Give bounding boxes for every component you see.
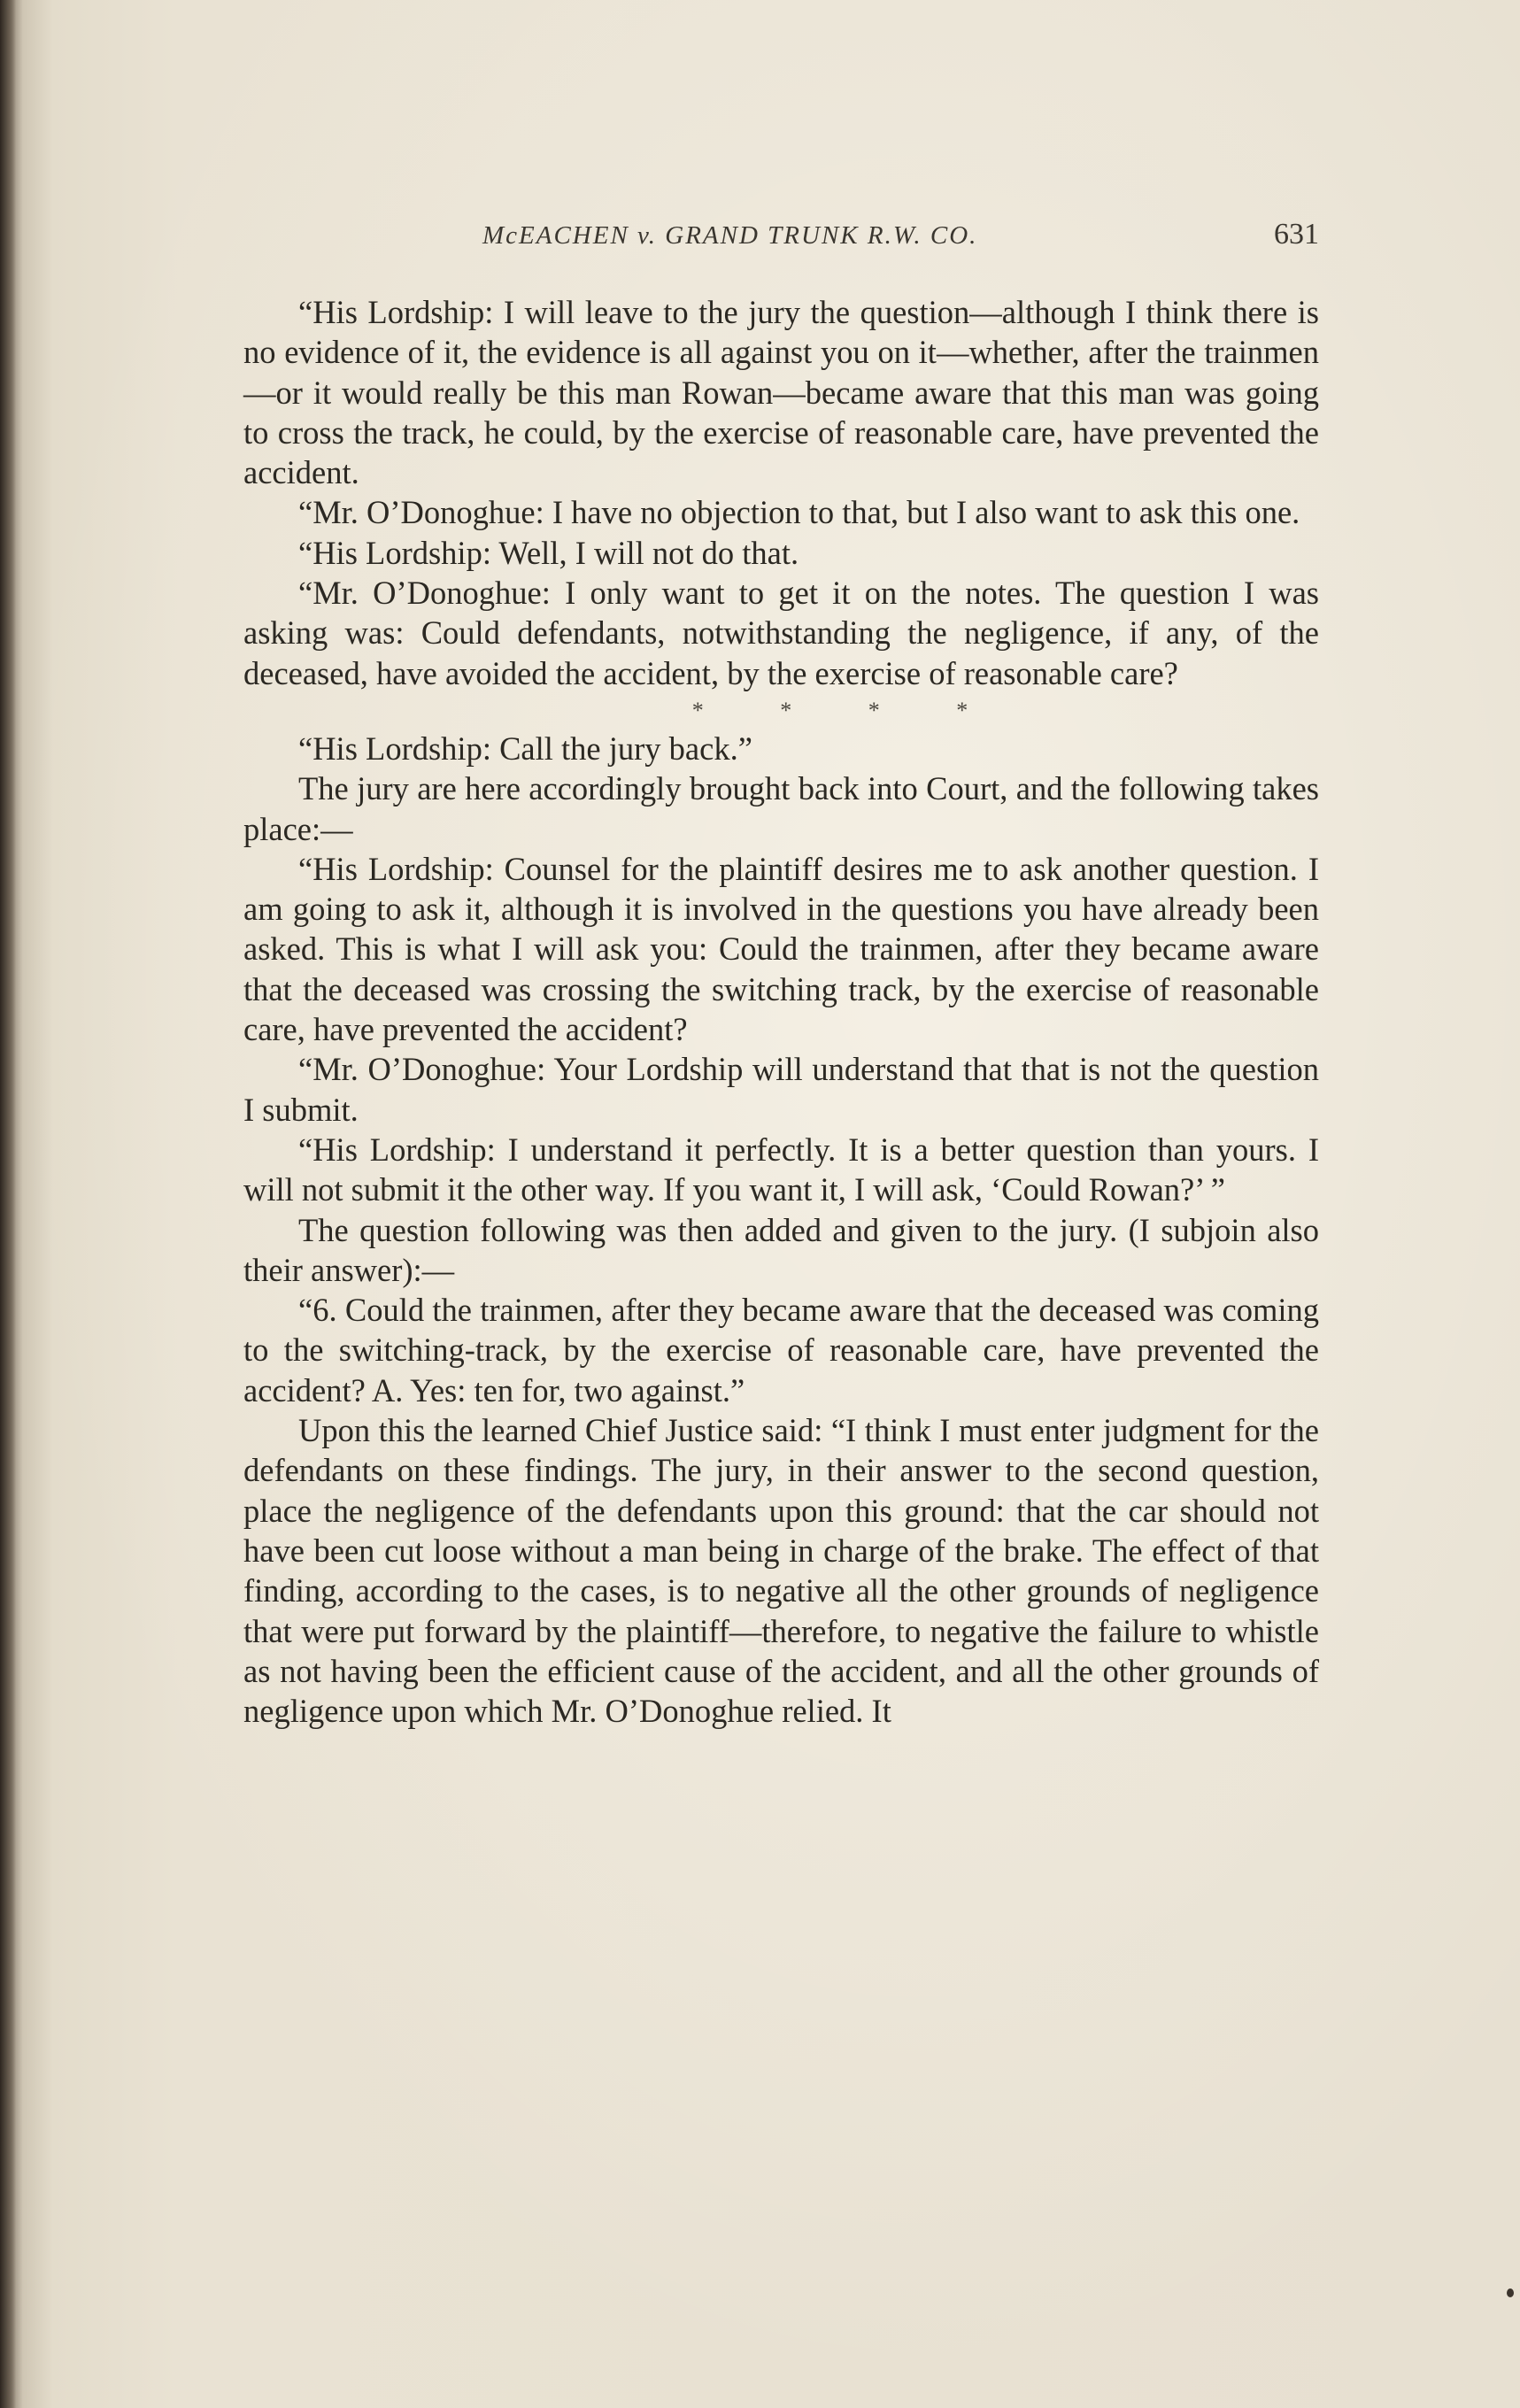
paragraph: “Mr. O’Donoghue: Your Lordship will understand that that is not the question I submit. xyxy=(243,1051,1319,1128)
paper-speck xyxy=(1507,2288,1514,2297)
running-head-title: McEACHEN v. GRAND TRUNK R.W. CO. xyxy=(482,221,978,250)
paragraph: Upon this the learned Chief Justice said: “I think I must enter judgment for the defendants on these findings. The jury, in their answer to the second question, place the negligence of the defendants upon this ground: that the car should not have been cut loose without a man being in charge of the brake. The effect of that finding, according to the cases, is to negative all the other grounds of negligence that were put forward by the plaintiff—therefore, to negative the failure to whistle as not having been the efficient cause of the accident, and all the other grounds of negligence upon which Mr. O’Donoghue relied. It xyxy=(243,1412,1319,1730)
body-text xyxy=(243,292,1319,1731)
page-binding-shadow xyxy=(0,0,16,2408)
paragraph: “His Lordship: I will leave to the jury the question—although I think there is no evidence of it, the evidence is all against you on it—whether, after the trainmen—or it would really be this man Rowan—became aware that this man was going to cross the track, he could, by the exercise of reasonable care, have prevented the accident. xyxy=(243,294,1319,491)
paragraph: “6. Could the trainmen, after they became aware that the deceased was coming to the switching-track, by the exercise of reasonable care, have prevented the accident? A. Yes: ten for, two against.” xyxy=(243,1292,1319,1409)
paragraph: “His Lordship: Well, I will not do that. xyxy=(298,534,799,571)
book-page xyxy=(243,218,1319,2328)
paragraph: “His Lordship: I understand it perfectly. It is a better question than yours. I will not submit it the other way. If you want it, I will ask, ‘Could Rowan?’ ” xyxy=(243,1131,1319,1208)
paragraph: The jury are here accordingly brought back into Court, and the following takes place:— xyxy=(243,770,1319,847)
paragraph: “Mr. O’Donoghue: I only want to get it on the notes. The question I was asking was: Could defendants, notwithstanding the negligence, if any, of the deceased, have avoided the accident, by the exercise of reasonable care? xyxy=(243,575,1319,691)
paragraph: “Mr. O’Donoghue: I have no objection to that, but I also want to ask this one. xyxy=(298,494,1300,531)
paragraph: “His Lordship: Counsel for the plaintiff desires me to ask another question. I am going to ask it, although it is involved in the questions you have already been asked. This is what I will ask you: Could the trainmen, after they became aware that the deceased was crossing the switching track, by the exercise of reasonable care, have prevented the accident? xyxy=(243,850,1319,1048)
page-number: 631 xyxy=(1274,218,1319,251)
section-separator: * * * * xyxy=(691,697,1004,723)
paragraph: The question following was then added and given to the jury. (I subjoin also their answer):— xyxy=(243,1211,1319,1288)
running-head xyxy=(261,218,1319,274)
paragraph: “His Lordship: Call the jury back.” xyxy=(298,729,752,767)
